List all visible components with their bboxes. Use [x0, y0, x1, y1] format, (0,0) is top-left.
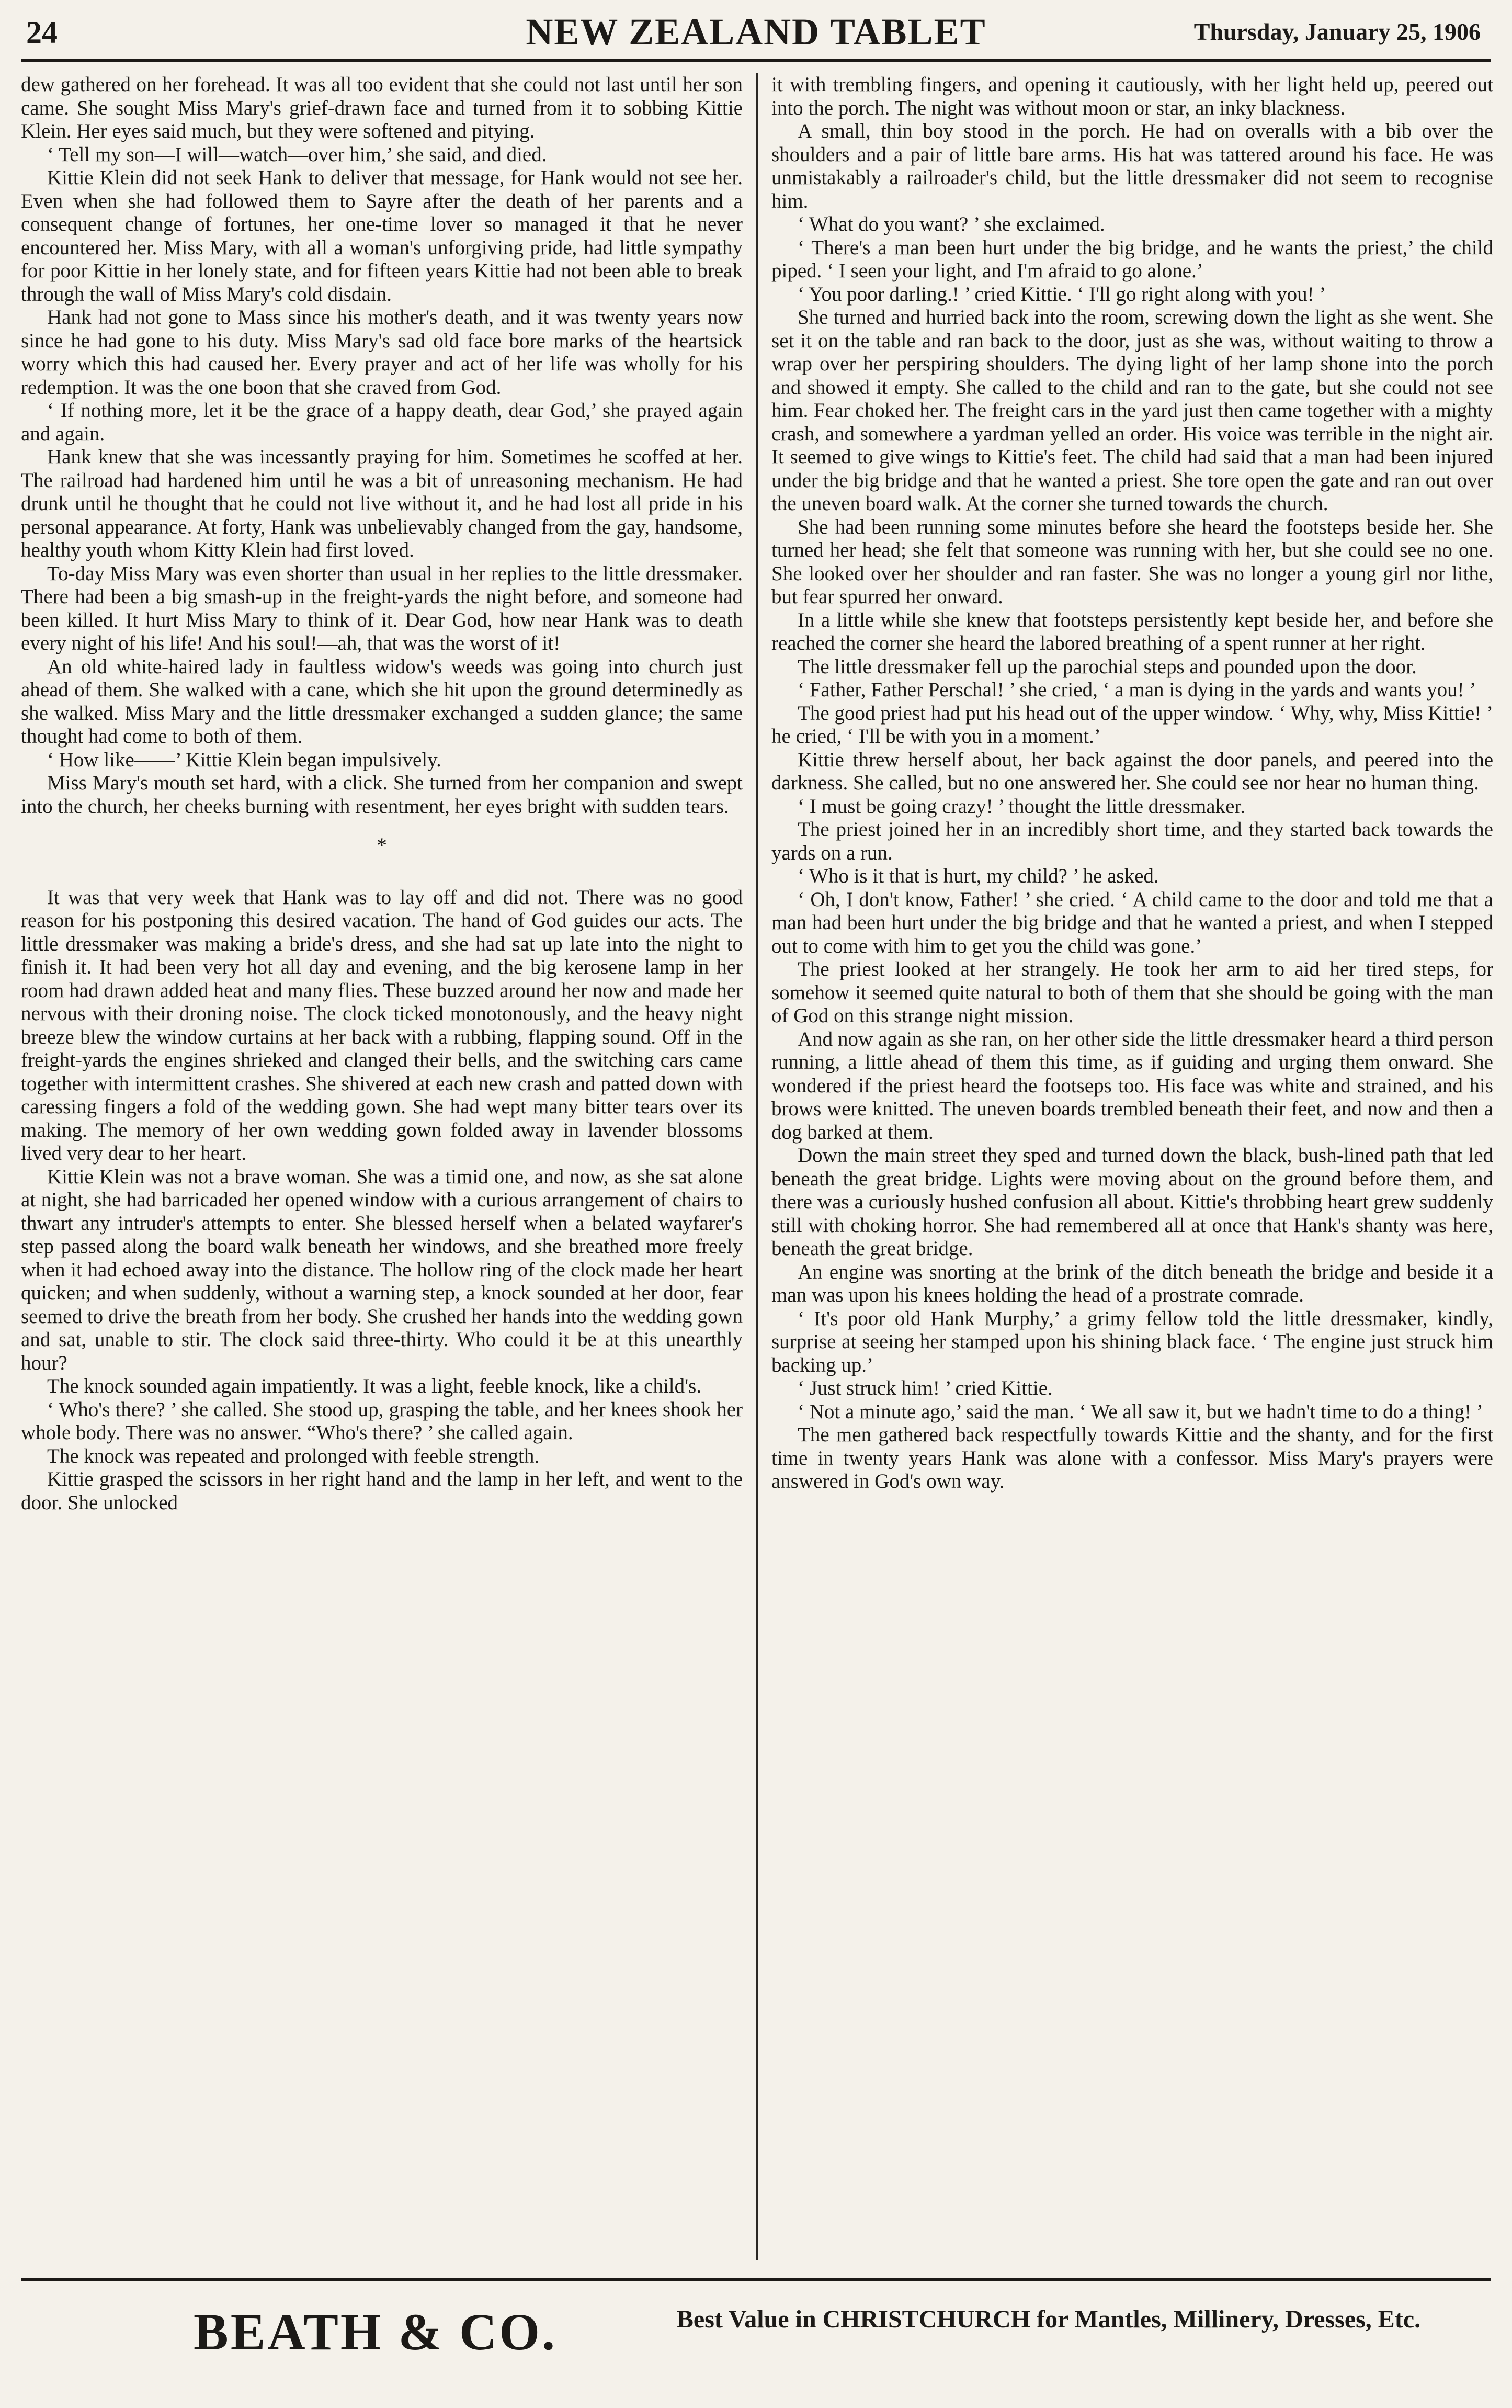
paragraph: It was that very week that Hank was to lay off and did not. There was no good reason for his postponing this desired vacation. The hand of God guides our acts. The little dressmaker was making a bride's dress, and she had sat up late into the night to finish it. It had been very hot all day and evening, and the big kerosene lamp in her room had drawn added heat and many flies. These buzzed around her now and made her nervous with their droning noise. The clock ticked monotonously, and the heavy night breeze blew the window curtains at her back with a rubbing, flapping sound. Off in the freight-yards the engines shrieked and clanged their bells, and the switching cars came together with intermittent crashes. She shivered at each new crash and patted down with caressing fingers a fold of the wedding gown. She had wept many bitter tears over its making. The memory of her own wedding gown folded away in lavender blossoms lived very dear to her heart. — [21, 886, 743, 1165]
newspaper-page — [21, 10, 1491, 2396]
paragraph: ‘ You poor darling.! ’ cried Kittie. ‘ I'll go right along with you! ’ — [798, 282, 1326, 306]
paragraph: it with trembling fingers, and opening it cautiously, with her light held up, peered out into the porch. The night was without moon or star, an inky blackness. — [771, 73, 1493, 119]
paragraph: ‘ If nothing more, let it be the grace of a happy death, dear God,’ she prayed again and again. — [21, 399, 743, 445]
paragraph: A small, thin boy stood in the porch. He had on overalls with a bib over the shoulders and a pair of little bare arms. His hat was tattered around his face. He was unmistakably a railroader's child, but the little dressmaker did not seem to recognise him. — [771, 120, 1493, 212]
advertisement-tagline: Best Value in CHRISTCHURCH for Mantles, Millinery, Dresses, Etc. — [676, 2305, 1421, 2333]
paragraph: The knock was repeated and prolonged with feeble strength. — [47, 1444, 540, 1467]
paragraph: Hank knew that she was incessantly praying for him. Sometimes he scoffed at her. The railroad had hardened him until he was a bit of unreasoning mechanism. He had drunk until he thought that he could not live without it, and he had lost all pride in his personal appearance. At forty, Hank was unbelievably changed from the gay, handsome, healthy youth whom Kitty Klein had first loved. — [21, 446, 743, 561]
paragraph: ‘ Who's there? ’ she called. She stood up, grasping the table, and her knees shook her whole body. There was no answer. “Who's there? ’ she called again. — [21, 1398, 743, 1444]
paragraph: ‘ There's a man been hurt under the big bridge, and he wants the priest,’ the child piped. ‘ I seen your light, and I'm afraid to go alone.’ — [771, 236, 1493, 282]
paragraph: She had been running some minutes before she heard the footsteps beside her. She turned her head; she felt that someone was running with her, but she could see no one. She looked over her shoulder and ran faster. She was no longer a young girl nor lithe, but fear spurred her onward. — [771, 515, 1493, 608]
paragraph: In a little while she knew that footsteps persistently kept beside her, and before she reached the corner she heard the labored breathing of a spent runner at her right. — [771, 608, 1493, 654]
paragraph: To-day Miss Mary was even shorter than usual in her replies to the little dressmaker. There had been a big smash-up in the freight-yards the night before, and someone had been killed. It hurt Miss Mary to think of it. Dear God, how near Hank was to death every night of his life! And his soul!—ah, that was the worst of it! — [21, 562, 743, 654]
paragraph: Miss Mary's mouth set hard, with a click. She turned from her companion and swept into the church, her cheeks burning with resentment, her eyes bright with sudden tears. — [21, 772, 743, 818]
masthead — [21, 10, 1491, 55]
paragraph: Kittie threw herself about, her back against the door panels, and peered into the darkness. She called, but no one answered her. She could see nor hear no human thing. — [771, 748, 1493, 794]
footer-rule — [21, 2278, 1491, 2281]
paragraph: ‘ Tell my son—I will—watch—over him,’ she said, and died. — [47, 143, 547, 166]
paragraph: The men gathered back respectfully towards Kittie and the shanty, and for the first time in twenty years Hank was alone with a confessor. Miss Mary's prayers were answered in God's own way. — [771, 1423, 1493, 1493]
paragraph: Kittie Klein was not a brave woman. She was a timid one, and now, as she sat alone at night, she had barricaded her opened window with a curious arrangement of chairs to thwart any intruder's attempts to enter. She blessed herself when a belated wayfarer's step passed along the board walk beneath her windows, and she breathed more freely when it had echoed away into the distance. The hollow ring of the clock made her heart quicken; and when suddenly, without a warning step, a knock sounded at her door, fear seemed to drive the breath from her body. She crushed her hands into the wedding gown and sat, unable to stir. The clock said three-thirty. Who could it be at this unearthly hour? — [21, 1165, 743, 1374]
paragraph: ‘ Just struck him! ’ cried Kittie. — [798, 1377, 1053, 1399]
paragraph: ‘ Not a minute ago,’ said the man. ‘ We all saw it, but we hadn't time to do a thing! ’ — [798, 1400, 1483, 1423]
paragraph: ‘ I must be going crazy! ’ thought the little dressmaker. — [798, 795, 1245, 818]
masthead-rule — [21, 59, 1491, 62]
column-divider — [756, 73, 758, 2260]
newspaper-title: NEW ZEALAND TABLET — [526, 11, 986, 53]
paragraph: Kittie Klein did not seek Hank to deliver that message, for Hank would not see her. Even when she had followed them to Sayre after the death of her parents and a consequent change of fortunes, her one-time lover so managed it that he never encountered her. Miss Mary, with all a woman's unforgiving pride, had little sympathy for poor Kittie in her lonely state, and for fifteen years Kittie had not been able to break through the wall of Miss Mary's cold disdain. — [21, 166, 743, 306]
section-separator: * — [377, 833, 387, 857]
paragraph: Kittie grasped the scissors in her right hand and the lamp in her left, and went to the door. She unlocked — [21, 1468, 743, 1514]
paragraph: ‘ How like——’ Kittie Klein began impulsively. — [47, 748, 441, 771]
paragraph: ‘ Oh, I don't know, Father! ’ she cried. ‘ A child came to the door and told me that a man had been hurt under the big bridge and that he wanted a priest, and when I stepped out to come with him to get you the child was gone.’ — [771, 888, 1493, 957]
page-number: 24 — [26, 15, 58, 50]
issue-date: Thursday, January 25, 1906 — [1193, 18, 1481, 45]
paragraph: Down the main street they sped and turned down the black, bush-lined path that led beneath the great bridge. Lights were moving about on the ground before them, and there was a curiously hushed confusion all about. Kittie's throbbing heart grew suddenly still with choking horror. She had remembered all at once that Hank's shanty was here, beneath the great bridge. — [771, 1144, 1493, 1260]
paragraph: ‘ Father, Father Perschal! ’ she cried, ‘ a man is dying in the yards and wants you! ’ — [798, 679, 1476, 701]
paragraph: ‘ Who is it that is hurt, my child? ’ he asked. — [798, 865, 1159, 887]
paragraph: She turned and hurried back into the room, screwing down the light as she went. She set it on the table and ran back to the door, just as she was, without waiting to throw a wrap over her perspiring shoulders. The dying light of her lamp shone into the porch and showed it empty. She called to the child and ran to the gate, but she could not see him. Fear choked her. The freight cars in the yard just then came together with a mighty crash, and somewhere a yardman yelled an order. His voice was terrible in the night air. It seemed to give wings to Kittie's feet. The child had said that a man had been injured under the big bridge and that he wanted a priest. She tore open the gate and ran out over the uneven board walk. At the corner she turned towards the church. — [771, 306, 1493, 515]
paragraph: The priest looked at her strangely. He took her arm to aid her tired steps, for somehow it seemed quite natural to both of them that she should be going with the man of God on this strange night mission. — [771, 958, 1493, 1027]
paragraph: The knock sounded again impatiently. It was a light, feeble knock, like a child's. — [47, 1375, 702, 1397]
paragraph: Hank had not gone to Mass since his mother's death, and it was twenty years now since he had gone to his duty. Miss Mary's sad old face bore marks of the heartsick worry which this had caused her. Every prayer and act of her life was wholly for his redemption. It was the one boon that she craved from God. — [21, 306, 743, 399]
paragraph: The little dressmaker fell up the parochial steps and pounded upon the door. — [798, 655, 1417, 678]
paragraph: ‘ What do you want? ’ she exclaimed. — [798, 213, 1105, 235]
paragraph: The good priest had put his head out of the upper window. ‘ Why, why, Miss Kittie! ’ he cried, ‘ I'll be with you in a moment.’ — [771, 702, 1493, 748]
article-column-right — [771, 73, 1493, 2255]
paragraph: An engine was snorting at the brink of the ditch beneath the bridge and beside it a man was upon his knees holding the head of a prostrate comrade. — [771, 1260, 1493, 1306]
article-column-left — [21, 73, 743, 2255]
paragraph: An old white-haired lady in faultless widow's weeds was going into church just ahead of them. She walked with a cane, which she hit upon the ground determinedly as she walked. Miss Mary and the little dressmaker exchanged a sudden glance; the same thought had come to both of them. — [21, 655, 743, 748]
paragraph: The priest joined her in an incredibly short time, and they started back towards the yards on a run. — [771, 818, 1493, 864]
paragraph: dew gathered on her forehead. It was all too evident that she could not last until her son came. She sought Miss Mary's grief-drawn face and turned from it to sobbing Kittie Klein. Her eyes said much, but they were softened and pitying. — [21, 73, 743, 142]
paragraph: ‘ It's poor old Hank Murphy,’ a grimy fellow told the little dressmaker, kindly, surprise at seeing her stamped upon his shining black face. ‘ The engine just struck him backing up.’ — [771, 1307, 1493, 1376]
advertisement-brand: BEATH & CO. — [194, 2303, 557, 2361]
paragraph: And now again as she ran, on her other side the little dressmaker heard a third person running, a little ahead of them this time, as if guiding and urging them onward. She wondered if the priest heard the footseps too. His face was white and strained, and his brows were knitted. The uneven boards trembled beneath their feet, and now and then a dog barked at them. — [771, 1027, 1493, 1144]
